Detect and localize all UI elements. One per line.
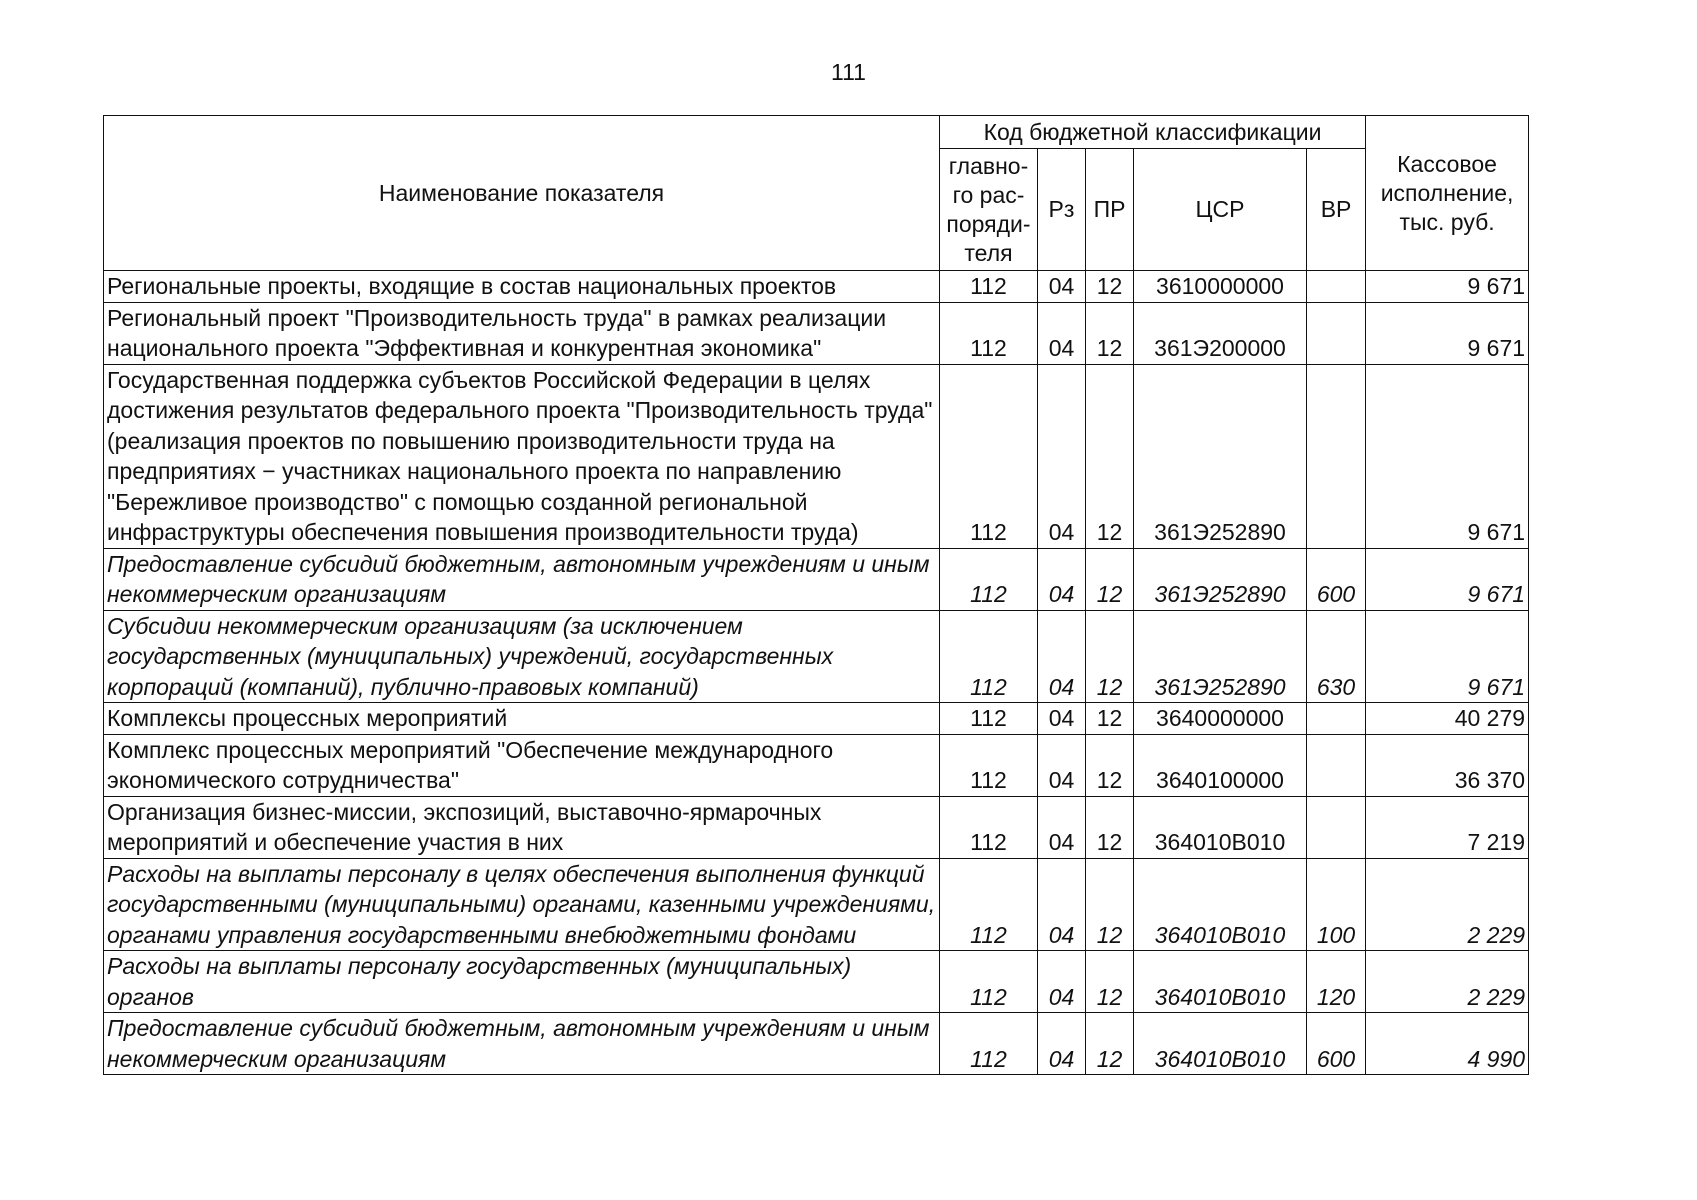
row-name: Расходы на выплаты персоналу государственных (муниципальных) органов	[104, 951, 940, 1013]
row-csr: 364010В010	[1134, 858, 1307, 951]
row-pr: 12	[1086, 734, 1134, 796]
row-gr: 112	[940, 610, 1038, 703]
row-gr: 112	[940, 858, 1038, 951]
row-csr: 364010В010	[1134, 1013, 1307, 1075]
row-sum: 2 229	[1366, 951, 1529, 1013]
table-row	[104, 271, 1529, 303]
row-sum: 36 370	[1366, 734, 1529, 796]
row-gr: 112	[940, 951, 1038, 1013]
header-csr: ЦСР	[1134, 149, 1307, 271]
row-csr: 361Э252890	[1134, 364, 1307, 548]
row-pr: 12	[1086, 302, 1134, 364]
row-vr	[1307, 734, 1366, 796]
row-rz: 04	[1038, 364, 1086, 548]
row-gr: 112	[940, 703, 1038, 735]
row-csr: 364010В010	[1134, 951, 1307, 1013]
row-pr: 12	[1086, 271, 1134, 303]
row-gr: 112	[940, 364, 1038, 548]
header-sum-line: Кассовое	[1397, 150, 1497, 177]
page-number: 111	[831, 59, 866, 85]
row-sum: 9 671	[1366, 271, 1529, 303]
row-name: Региональный проект "Производительность труда" в рамках реализации национального проекта "Эффективная и конкурентная экономика"	[104, 302, 940, 364]
row-pr: 12	[1086, 951, 1134, 1013]
row-rz: 04	[1038, 951, 1086, 1013]
header-gr-line: теля	[964, 239, 1013, 266]
row-name: Комплекс процессных мероприятий "Обеспечение международного экономического сотрудничества"	[104, 734, 940, 796]
row-rz: 04	[1038, 1013, 1086, 1075]
row-pr: 12	[1086, 1013, 1134, 1075]
row-csr: 3640100000	[1134, 734, 1307, 796]
row-gr: 112	[940, 796, 1038, 858]
row-name: Субсидии некоммерческим организациям (за исключением государственных (муниципальных) учреждений, государственных корпораций (компаний), публично-правовых компаний)	[104, 610, 940, 703]
row-gr: 112	[940, 734, 1038, 796]
header-gr-line: го рас-	[952, 181, 1025, 208]
row-sum: 9 671	[1366, 364, 1529, 548]
table-body	[104, 271, 1529, 1075]
table-header	[104, 116, 1529, 271]
row-vr: 630	[1307, 610, 1366, 703]
row-name: Предоставление субсидий бюджетным, автономным учреждениям и иным некоммерческим организациям	[104, 1013, 940, 1075]
header-pr: ПР	[1086, 149, 1134, 271]
row-name: Комплексы процессных мероприятий	[104, 703, 940, 735]
table-row	[104, 610, 1529, 703]
row-name: Организация бизнес-миссии, экспозиций, выставочно-ярмарочных мероприятий и обеспечение участия в них	[104, 796, 940, 858]
row-pr: 12	[1086, 364, 1134, 548]
row-sum: 40 279	[1366, 703, 1529, 735]
row-name: Региональные проекты, входящие в состав национальных проектов	[104, 271, 940, 303]
header-gr-line: главно-	[948, 152, 1029, 179]
row-csr: 361Э252890	[1134, 548, 1307, 610]
header-gr	[940, 149, 1038, 271]
table-row	[104, 548, 1529, 610]
row-rz: 04	[1038, 610, 1086, 703]
header-sum-line: исполнение,	[1380, 179, 1514, 206]
row-sum: 7 219	[1366, 796, 1529, 858]
header-gr-line: поряди-	[946, 210, 1031, 237]
table-row	[104, 951, 1529, 1013]
row-gr: 112	[940, 548, 1038, 610]
row-vr	[1307, 796, 1366, 858]
header-sum-line: тыс. руб.	[1399, 208, 1495, 235]
header-rz: Рз	[1038, 149, 1086, 271]
table-row	[104, 1013, 1529, 1075]
row-vr: 600	[1307, 1013, 1366, 1075]
row-pr: 12	[1086, 703, 1134, 735]
row-pr: 12	[1086, 796, 1134, 858]
table-row	[104, 302, 1529, 364]
row-pr: 12	[1086, 858, 1134, 951]
row-rz: 04	[1038, 796, 1086, 858]
header-name: Наименование показателя	[104, 116, 940, 271]
row-csr: 3610000000	[1134, 271, 1307, 303]
row-vr	[1307, 271, 1366, 303]
row-csr: 361Э252890	[1134, 610, 1307, 703]
table-row	[104, 703, 1529, 735]
table-row	[104, 796, 1529, 858]
row-gr: 112	[940, 271, 1038, 303]
header-sum	[1366, 116, 1529, 271]
row-pr: 12	[1086, 548, 1134, 610]
row-vr	[1307, 364, 1366, 548]
row-csr: 364010В010	[1134, 796, 1307, 858]
row-gr: 112	[940, 1013, 1038, 1075]
row-vr	[1307, 703, 1366, 735]
row-gr: 112	[940, 302, 1038, 364]
row-csr: 3640000000	[1134, 703, 1307, 735]
row-sum: 2 229	[1366, 858, 1529, 951]
row-name: Государственная поддержка субъектов Российской Федерации в целях достижения результатов федерального проекта "Производительность труда" (реализация проектов по повышению производительности труда на предприятиях − участниках национального проекта по направлению "Бережливое производство" с помощью созданной региональной инфраструктуры обеспечения повышения производительности труда)	[104, 364, 940, 548]
row-csr: 361Э200000	[1134, 302, 1307, 364]
row-rz: 04	[1038, 703, 1086, 735]
row-name: Расходы на выплаты персоналу в целях обеспечения выполнения функций государственными (муниципальными) органами, казенными учреждениями, органами управления государственными внебюджетными фондами	[104, 858, 940, 951]
row-vr: 600	[1307, 548, 1366, 610]
budget-execution-table	[103, 115, 1529, 1075]
row-rz: 04	[1038, 271, 1086, 303]
row-sum: 9 671	[1366, 302, 1529, 364]
row-sum: 9 671	[1366, 548, 1529, 610]
header-kbk: Код бюджетной классификации	[940, 116, 1366, 149]
table-row	[104, 858, 1529, 951]
row-sum: 4 990	[1366, 1013, 1529, 1075]
header-vr: ВР	[1307, 149, 1366, 271]
row-rz: 04	[1038, 548, 1086, 610]
row-rz: 04	[1038, 858, 1086, 951]
table-row	[104, 364, 1529, 548]
row-vr: 120	[1307, 951, 1366, 1013]
table-row	[104, 734, 1529, 796]
row-rz: 04	[1038, 734, 1086, 796]
row-sum: 9 671	[1366, 610, 1529, 703]
row-vr	[1307, 302, 1366, 364]
row-name: Предоставление субсидий бюджетным, автономным учреждениям и иным некоммерческим организациям	[104, 548, 940, 610]
row-vr: 100	[1307, 858, 1366, 951]
row-rz: 04	[1038, 302, 1086, 364]
row-pr: 12	[1086, 610, 1134, 703]
